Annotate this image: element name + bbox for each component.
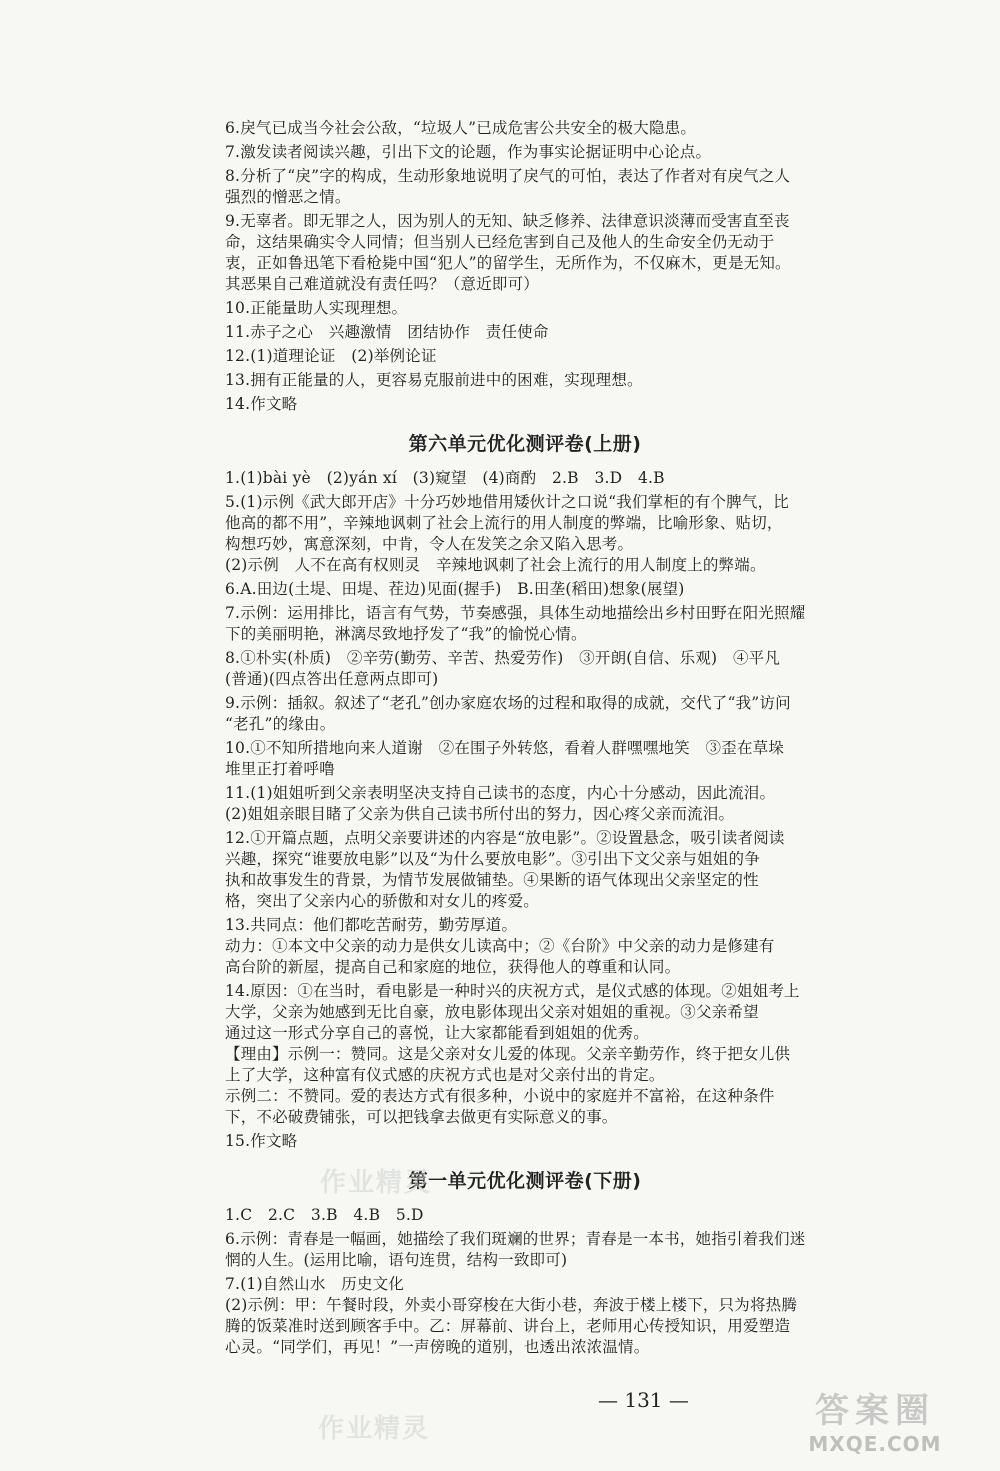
answer-item (225, 1205, 825, 1226)
answer-line: 惘的人生。(运用比喻，语句连贯，结构一致即可) (225, 1251, 568, 1269)
answer-line: 15.作文略 (225, 1132, 298, 1150)
answer-line: 格，突出了父亲内心的骄傲和对女儿的疼爱。 (225, 892, 540, 910)
answer-line: 6.示例：青春是一幅画，她描绘了我们斑斓的世界；青春是一本书，她指引着我们迷 (225, 1230, 806, 1248)
answer-line: 10.①不知所措地向来人道谢 ②在围子外转悠，看着人群嘿嘿地笑 ③歪在草垛 (225, 739, 785, 757)
answer-line: 13.拥有正能量的人，更容易克服前进中的困难，实现理想。 (225, 371, 643, 389)
answer-line: (2)示例：甲：午餐时段，外卖小哥穿梭在大街小巷，奔波于楼上楼下，只为将热腾 (225, 1296, 798, 1314)
answer-line: 9.示例：插叙。叙述了“老孔”创办家庭农场的过程和取得的成就，交代了“我”访问 (225, 694, 791, 712)
answer-item (225, 211, 825, 295)
answer-item (225, 142, 825, 163)
answer-line: 执和故事发生的背景，为情节发展做铺垫。④果断的语气体现出父亲坚定的性 (225, 871, 759, 889)
answer-item (225, 915, 825, 978)
answer-item (225, 1229, 825, 1271)
answer-line: 构想巧妙，寓意深刻，中肯，令人在发笑之余又陷入思考。 (225, 535, 634, 553)
answer-line: 命，这结果确实令人同情；但当别人已经危害到自己及他人的生命安全仍无动于 (225, 233, 775, 251)
answer-item (225, 693, 825, 735)
answer-item (225, 492, 825, 576)
answer-item (225, 828, 825, 912)
answer-line: 高台阶的新屋，提高自己和家庭的地位，获得他人的尊重和认同。 (225, 958, 681, 976)
answer-item (225, 468, 825, 489)
answer-line: 14.原因：①在当时，看电影是一种时兴的庆祝方式，是仪式感的体现。②姐姐考上 (225, 982, 800, 1000)
answer-item (225, 579, 825, 600)
answer-line: 腾的饭菜准时送到顾客手中。乙：屏幕前、讲台上，老师用心传授知识，用爱塑造 (225, 1317, 791, 1335)
answer-line: 8.分析了“戾”字的构成，生动形象地说明了戾气的可怕，表达了作者对有戾气之人 (225, 167, 791, 185)
answer-line: 10.正能量助人实现理想。 (225, 299, 408, 317)
answer-item (225, 370, 825, 391)
answer-line: 其恶果自己难道就没有责任吗？（意近即可） (225, 275, 540, 293)
answer-line: 7.示例：运用排比，语言有气势，节奏感强，具体生动地描绘出乡村田野在阳光照耀 (225, 604, 806, 622)
answer-line: 下，不必破费铺张，可以把钱拿去做更有实际意义的事。 (225, 1108, 618, 1126)
answer-line: 12.①开篇点题，点明父亲要讲述的内容是“放电影”。②设置悬念，吸引读者阅读 (225, 829, 785, 847)
answer-line: 6.A.田边(土堤、田堤、茬边)见面(握手) B.田垄(稻田)想象(展望) (225, 580, 685, 598)
answer-line: 1.(1)bài yè (2)yán xí (3)窥望 (4)商酌 2.B 3.D 4.B (225, 469, 665, 487)
answer-line: 【理由】示例一：赞同。这是父亲对女儿爱的体现。父亲辛勤劳作，终于把女儿供 (225, 1045, 791, 1063)
answer-item (225, 738, 825, 780)
answer-line: 11.(1)姐姐听到父亲表明坚决支持自己读书的态度，内心十分感动，因此流泪。 (225, 784, 776, 802)
answer-line: (普通)(四点答出任意两点即可) (225, 670, 439, 688)
answer-item (225, 298, 825, 319)
answer-line: 强烈的憎恶之情。 (225, 188, 351, 206)
answer-line: (2)示例 人不在高有权则灵 辛辣地讽刺了社会上流行的用人制度上的弊端。 (225, 556, 766, 574)
site-logo-text: 答案圈 (815, 1391, 935, 1431)
answer-line: 14.作文略 (225, 395, 298, 413)
answer-line: 12.(1)道理论证 (2)举例论证 (225, 347, 437, 365)
answer-item (225, 346, 825, 367)
answer-line: 心灵。“同学们，再见！”一声傍晚的道别，也透出浓浓温情。 (225, 1338, 650, 1356)
answer-line: 5.(1)示例《武大郎开店》十分巧妙地借用矮伙计之口说“我们掌柜的有个脾气，比 (225, 493, 789, 511)
answer-line: 13.共同点：他们都吃苦耐劳，勤劳厚道。 (225, 916, 518, 934)
section-heading: 第一单元优化测评卷(下册) (408, 1170, 642, 1192)
watermark-bottom: 作业精灵 (318, 1414, 431, 1444)
answer-line: “老孔”的缘由。 (225, 715, 336, 733)
answer-line: 下的美丽明艳，淋漓尽致地抒发了“我”的愉悦心情。 (225, 625, 587, 643)
answer-line: 大学，父亲为她感到无比自豪，放电影体现出父亲对姐姐的重视。③父亲希望 (225, 1003, 759, 1021)
answer-item (225, 783, 825, 825)
site-logo-url: MXQE.COM (808, 1432, 942, 1456)
answer-line: 动力：①本文中父亲的动力是供女儿读高中；②《台阶》中父亲的动力是修建有 (225, 937, 775, 955)
answer-item (225, 118, 825, 139)
answer-line: 他高的都不用”，辛辣地讽刺了社会上流行的用人制度的弊端，比喻形象、贴切， (225, 514, 783, 532)
answer-line: (2)姐姐亲眼目睹了父亲为供自己读书所付出的努力，因心疼父亲而流泪。 (225, 805, 735, 823)
answer-item (225, 648, 825, 690)
answer-line: 8.①朴实(朴质) ②辛劳(勤劳、辛苦、热爱劳作) ③开朗(自信、乐观) ④平凡 (225, 649, 781, 667)
answer-item (225, 322, 825, 343)
answer-item (225, 166, 825, 208)
answer-line: 6.戾气已成当今社会公敌，“垃圾人”已成危害公共安全的极大隐患。 (225, 119, 697, 137)
answer-item (225, 1131, 825, 1152)
answer-item (225, 981, 825, 1128)
answer-line: 兴趣，探究“谁要放电影”以及“为什么要放电影”。③引出下文父亲与姐姐的争 (225, 850, 760, 868)
answer-line: 示例二：不赞同。爱的表达方式有很多种，小说中的家庭并不富裕，在这种条件 (225, 1087, 775, 1105)
answer-line: 9.无辜者。即无罪之人，因为别人的无知、缺乏修养、法律意识淡薄而受害直至丧 (225, 212, 790, 230)
answer-item (225, 394, 825, 415)
answer-line: 堆里正打着呼噜 (225, 760, 335, 778)
answer-line: 1.C 2.C 3.B 4.B 5.D (225, 1206, 424, 1224)
section-heading: 第六单元优化测评卷(上册) (408, 433, 642, 455)
answer-line: 7.(1)自然山水 历史文化 (225, 1275, 405, 1293)
answer-item (225, 1274, 825, 1358)
site-logo (770, 1383, 980, 1463)
answer-item (225, 603, 825, 645)
watermark-middle: 作业精灵 (320, 1168, 433, 1198)
answer-line: 通过这一形式分享自己的喜悦，让大家都能看到姐姐的优秀。 (225, 1024, 649, 1042)
page-number: — 131 — (598, 1388, 689, 1412)
answer-line: 上了大学，这种富有仪式感的庆祝方式也是对父亲付出的肯定。 (225, 1066, 665, 1084)
answer-line: 7.激发读者阅读兴趣，引出下文的论题，作为事实论据证明中心论点。 (225, 143, 712, 161)
answer-page (225, 118, 825, 1361)
answer-line: 11.赤子之心 兴趣激情 团结协作 责任使命 (225, 323, 549, 341)
answer-line: 衷，正如鲁迅笔下看枪毙中国“犯人”的留学生，无所作为，不仅麻木，更是无知。 (225, 254, 791, 272)
